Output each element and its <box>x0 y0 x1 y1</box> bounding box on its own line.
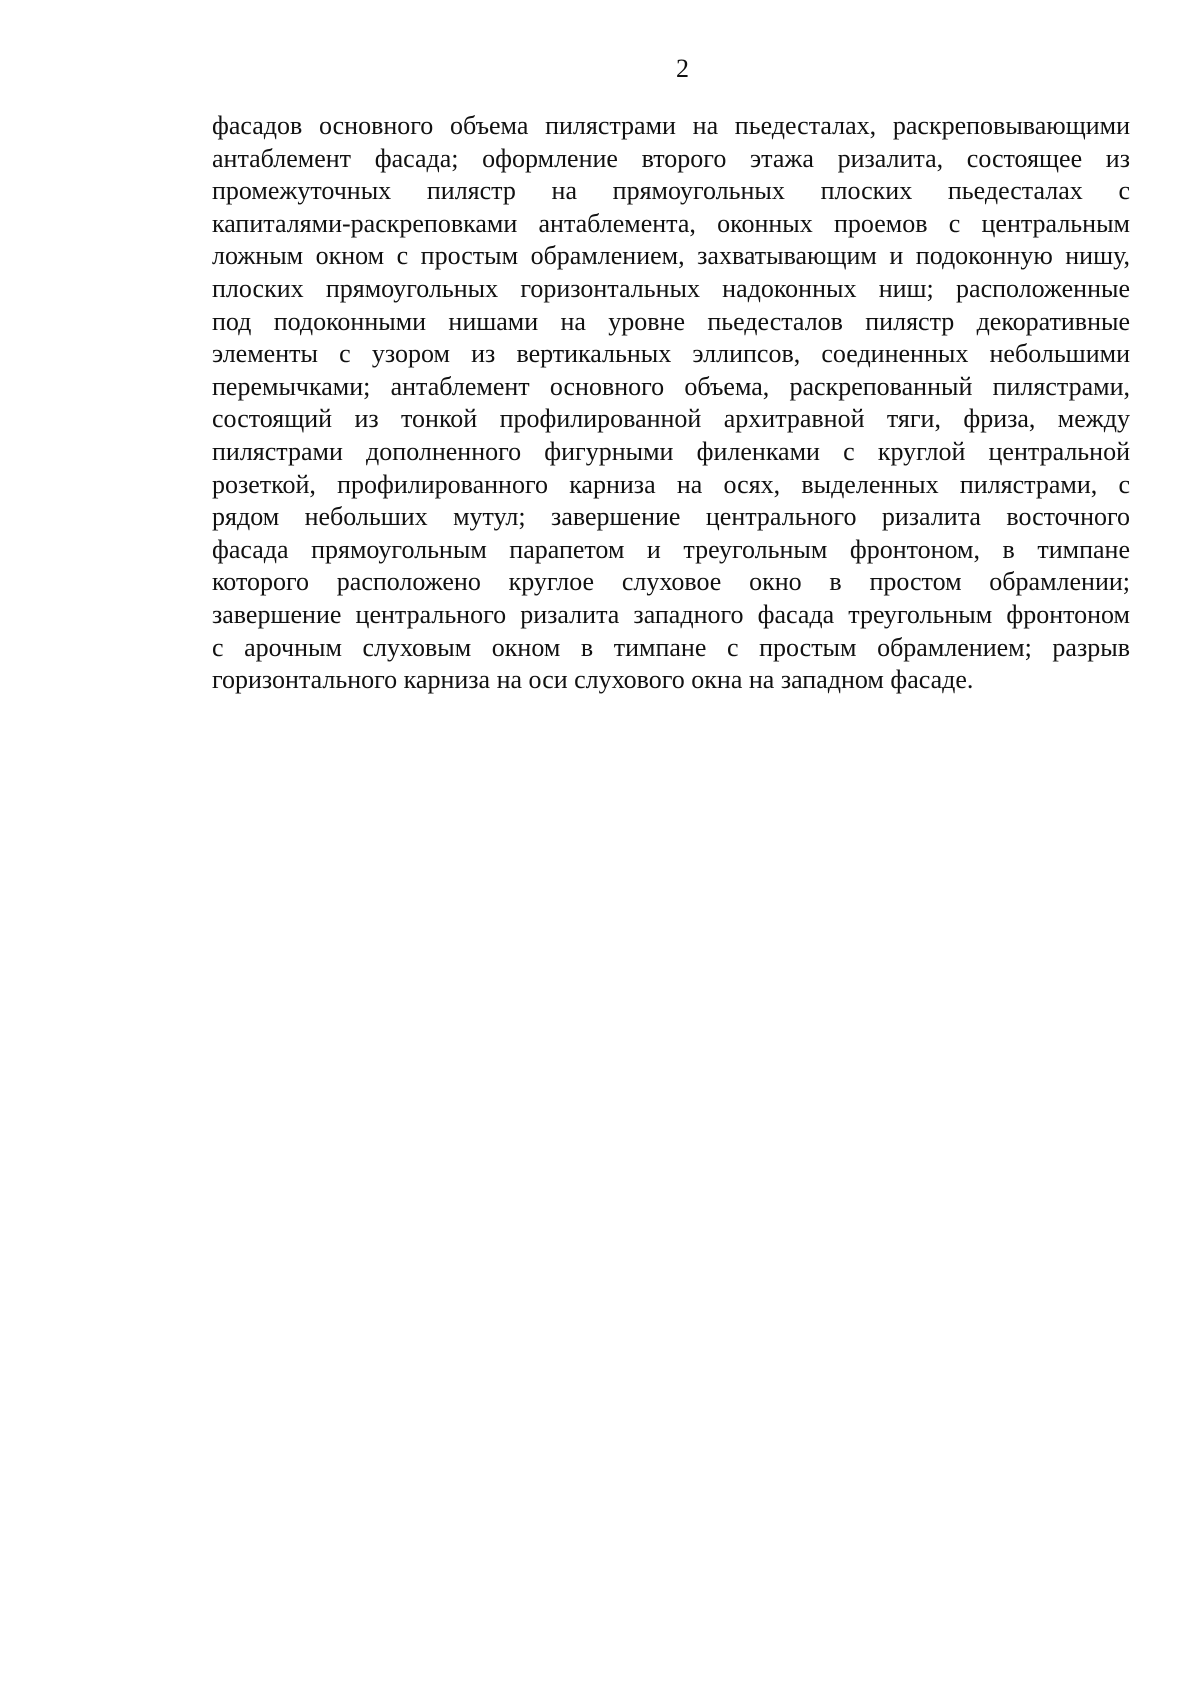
text-line: ложным окном с простым обрамлением, захватывающим и подоконную нишу, <box>212 241 1130 271</box>
text-line: фасадов основного объема пилястрами на пьедесталах, раскреповывающими <box>212 111 1130 140</box>
text-line: пилястрами дополненного фигурными филенками с круглой центральной <box>212 436 1130 466</box>
body-paragraph <box>212 110 1130 697</box>
text-line: элементы с узором из вертикальных эллипсов, соединенных небольшими <box>212 339 1130 369</box>
text-line: которого расположено круглое слуховое окно в простом обрамлении; <box>212 567 1130 597</box>
page-number: 2 <box>676 54 689 83</box>
text-line: фасада прямоугольным парапетом и треугольным фронтоном, в тимпане <box>212 534 1130 564</box>
text-line: капиталями-раскреповками антаблемента, оконных проемов с центральным <box>212 208 1130 238</box>
text-line: плоских прямоугольных горизонтальных надоконных ниш; расположенные <box>212 273 1130 303</box>
text-line: завершение центрального ризалита западного фасада треугольным фронтоном <box>212 599 1130 629</box>
text-line: горизонтального карниза на оси слухового окна на западном фасаде. <box>212 665 974 695</box>
text-line: под подоконными нишами на уровне пьедесталов пилястр декоративные <box>212 306 1130 336</box>
text-line: с арочным слуховым окном в тимпане с простым обрамлением; разрыв <box>212 632 1130 662</box>
text-line: перемычками; антаблемент основного объема, раскрепованный пилястрами, <box>212 371 1130 401</box>
text-line: рядом небольших мутул; завершение центрального ризалита восточного <box>212 502 1130 532</box>
text-line: промежуточных пилястр на прямоугольных плоских пьедесталах с <box>212 176 1130 206</box>
text-line: состоящий из тонкой профилированной архитравной тяги, фриза, между <box>212 404 1130 434</box>
text-line: розеткой, профилированного карниза на осях, выделенных пилястрами, с <box>212 469 1130 499</box>
text-line: антаблемент фасада; оформление второго этажа ризалита, состоящее из <box>212 143 1130 173</box>
